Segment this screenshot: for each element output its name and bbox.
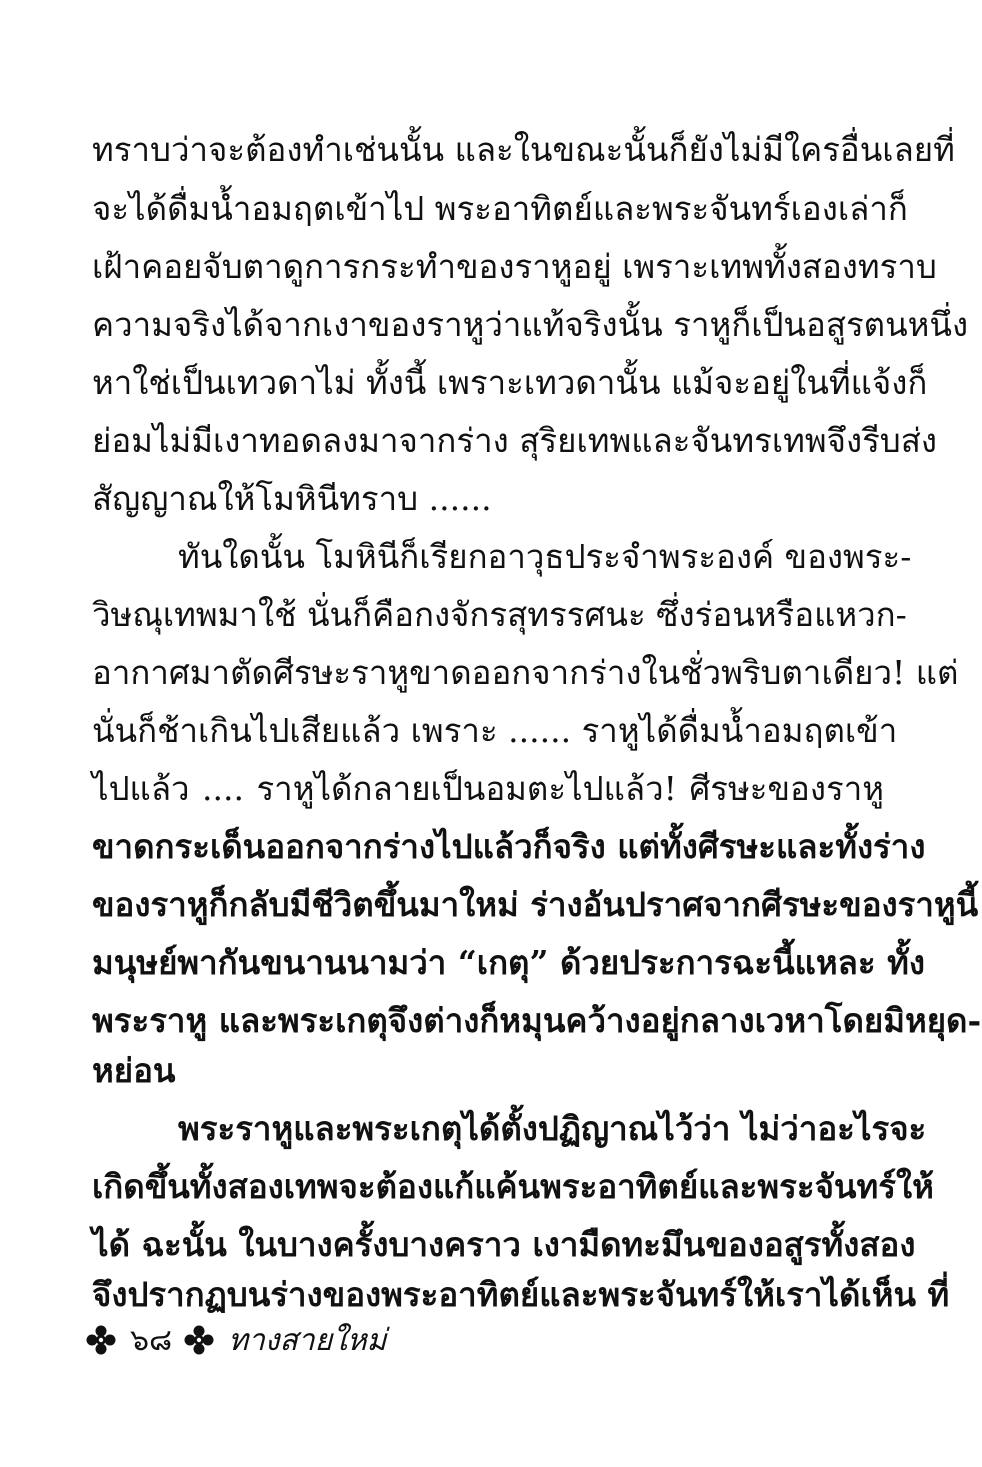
text-line-9: วิษณุเทพมาใช้ นั่นก็คือกงจักรสุทรรศนะ ซึ่งร่อนหรือแหวก-	[92, 595, 907, 634]
text-line-15: มนุษย์พากันขนานนามว่า “เกตุ” ด้วยประการฉะนี้แหละ ทั้ง	[92, 943, 925, 982]
text-line-12: ไปแล้ว .... ราหูได้กลายเป็นอมตะไปแล้ว! ศีรษะของราหู	[92, 769, 884, 808]
text-line-10: อากาศมาตัดศีรษะราหูขาดออกจากร่างในชั่วพริบตาเดียว! แต่	[92, 653, 959, 692]
text-line-1: ทราบว่าจะต้องทำเช่นนั้น และในขณะนั้นก็ยังไม่มีใครอื่นเลยที่	[92, 130, 955, 169]
text-line-5: หาใช่เป็นเทวดาไม่ ทั้งนี้ เพราะเทวดานั้น แม้จะอยู่ในที่แจ้งก็	[92, 363, 928, 402]
text-line-6: ย่อมไม่มีเงาทอดลงมาจากร่าง สุริยเทพและจันทรเทพจึงรีบส่ง	[92, 421, 937, 460]
flower-ornament-icon	[86, 1325, 116, 1355]
book-title: ทางสายใหม่	[228, 1322, 387, 1358]
text-line-7: สัญญาณให้โมหินีทราบ ......	[92, 479, 492, 518]
text-line-21: จึงปรากฏบนร่างของพระอาทิตย์และพระจันทร์ให้เราได้เห็น ที่	[92, 1275, 950, 1314]
text-line-19: เกิดขึ้นทั้งสองเทพจะต้องแก้แค้นพระอาทิตย์และพระจันทร์ให้	[92, 1167, 934, 1206]
page-footer	[86, 1318, 386, 1362]
text-line-20: ได้ ฉะนั้น ในบางครั้งบางคราว เงามืดทะมึนของอสูรทั้งสอง	[92, 1225, 916, 1264]
paragraph-2-first-line: ทันใดนั้น โมหินีก็เรียกอาวุธประจำพระองค์ ของพระ-	[178, 537, 912, 576]
paragraph-3-first-line: พระราหูและพระเกตุได้ตั้งปฏิญาณไว้ว่า ไม่ว่าอะไรจะ	[178, 1109, 927, 1148]
text-line-13: ขาดกระเด็นออกจากร่างไปแล้วก็จริง แต่ทั้งศีรษะและทั้งร่าง	[92, 827, 926, 866]
text-line-16: พระราหู และพระเกตุจึงต่างก็หมุนคว้างอยู่กลางเวหาโดยมิหยุด-	[92, 1001, 982, 1040]
text-line-14: ของราหูก็กลับมีชีวิตขึ้นมาใหม่ ร่างอันปราศจากศีรษะของราหูนี้	[92, 885, 979, 924]
text-line-3: เฝ้าคอยจับตาดูการกระทำของราหูอยู่ เพราะเทพทั้งสองทราบ	[92, 247, 937, 286]
text-line-2: จะได้ดื่มน้ำอมฤตเข้าไป พระอาทิตย์และพระจันทร์เองเล่าก็	[92, 189, 908, 228]
text-line-11: นั่นก็ช้าเกินไปเสียแล้ว เพราะ ...... ราหูได้ดื่มน้ำอมฤตเข้า	[92, 711, 898, 750]
flower-ornament-icon	[184, 1325, 214, 1355]
text-line-17: หย่อน	[92, 1051, 176, 1090]
text-line-4: ความจริงได้จากเงาของราหูว่าแท้จริงนั้น ราหูก็เป็นอสูรตนหนึ่ง	[92, 305, 969, 344]
page-number: ๖๘	[130, 1322, 173, 1358]
